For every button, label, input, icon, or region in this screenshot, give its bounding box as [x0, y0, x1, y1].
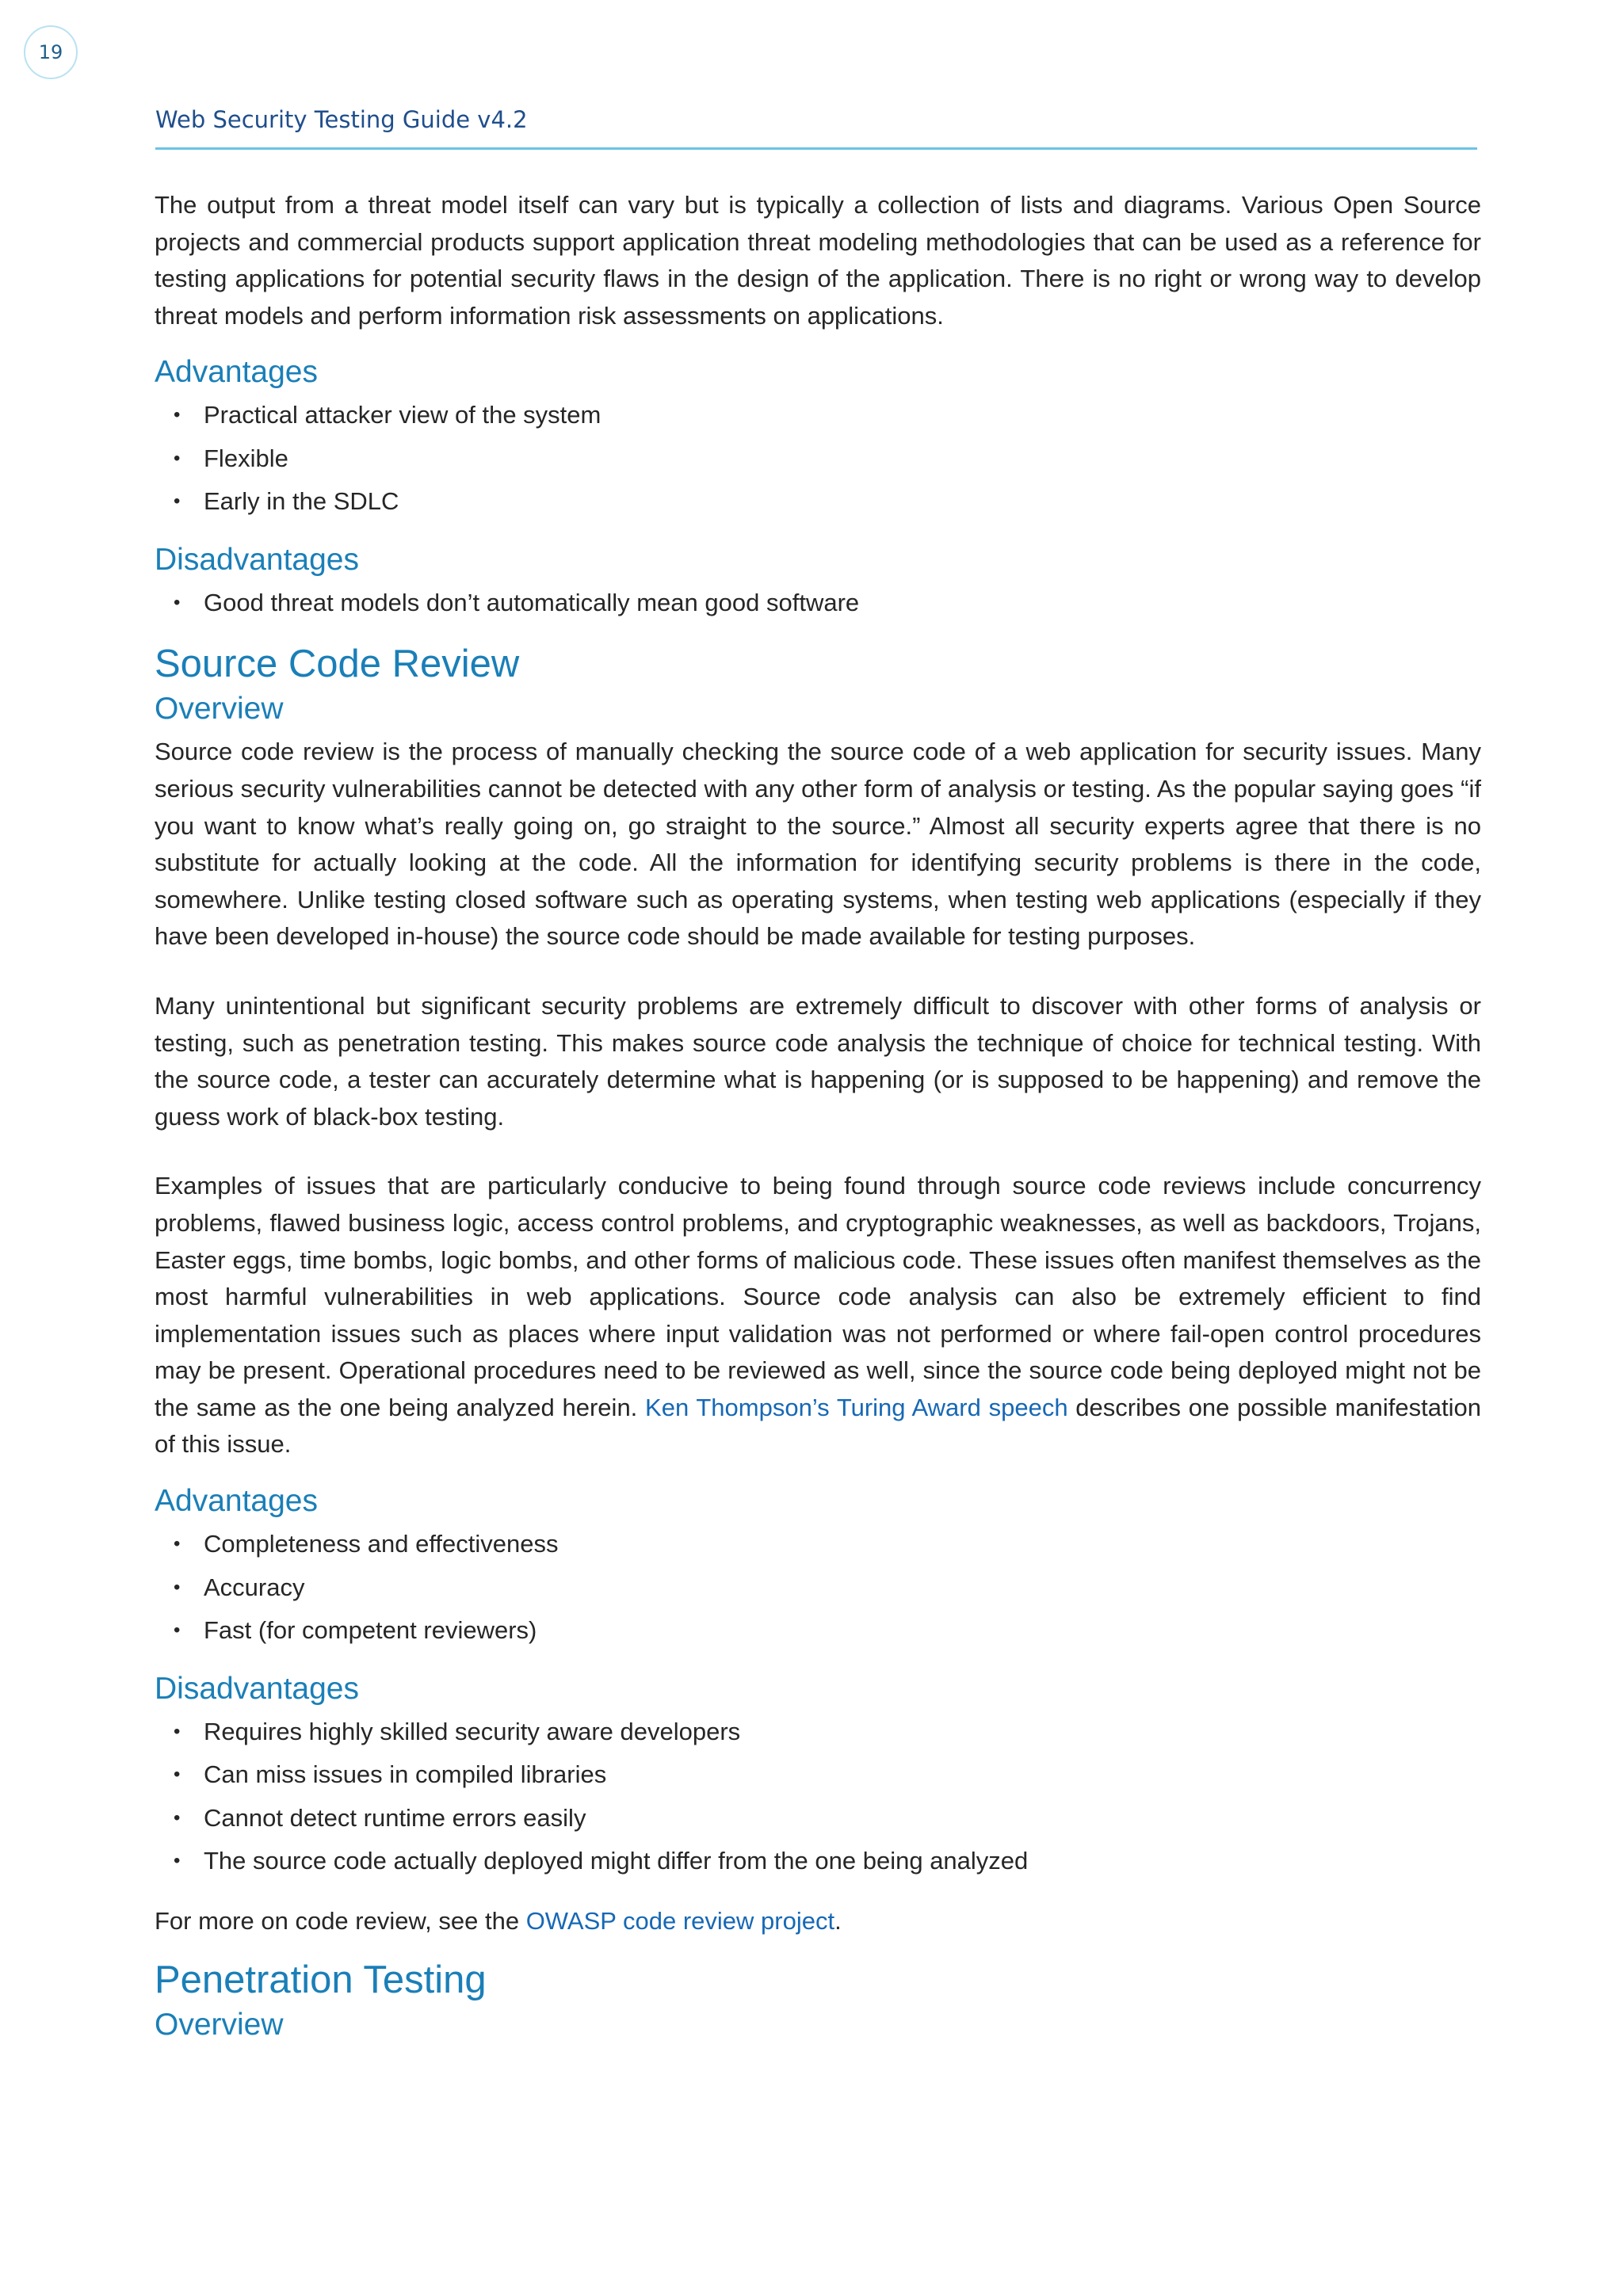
list-item: • Accuracy [155, 1566, 1481, 1610]
bullet-icon: • [174, 591, 181, 613]
list-item: • Cannot detect runtime errors easily [155, 1797, 1481, 1840]
list-item: • Can miss issues in compiled libraries [155, 1753, 1481, 1797]
code-review-more-info: For more on code review, see the OWASP code review project. [155, 1906, 842, 1935]
intro-paragraph: The output from a threat model itself can vary but is typically a collection of lists and diagrams. Various Open Source projects and commercial products support application threat modeling methodologies that can be used as a reference for testing applications for potential security flaws in the design of the application. There is no right or wrong way to develop threat models and perform information risk assessments on applications. [155, 191, 1481, 330]
page-number-badge: 19 [24, 25, 78, 79]
list-item: • Completeness and effectiveness [155, 1523, 1481, 1566]
bullet-icon: • [174, 1806, 181, 1829]
source-code-review-overview-heading: Overview [155, 692, 284, 727]
bullet-icon: • [174, 1533, 181, 1555]
owasp-code-review-project-link[interactable]: OWASP code review project [525, 1906, 835, 1935]
threat-model-advantages-heading: Advantages [155, 355, 318, 390]
list-item: • Early in the SDLC [155, 480, 1481, 524]
threat-model-disadvantages-list [155, 582, 1481, 625]
page-content [155, 187, 1481, 2046]
ken-thompson-speech-link[interactable]: Ken Thompson’s Turing Award speech [645, 1393, 1068, 1421]
running-header-title: Web Security Testing Guide v4.2 [155, 106, 528, 133]
list-item: • Requires highly skilled security aware developers [155, 1711, 1481, 1754]
bullet-icon: • [174, 1576, 181, 1598]
source-code-review-advantages-heading: Advantages [155, 1484, 318, 1519]
source-code-review-paragraph-1: Source code review is the process of manually checking the source code of a web application for security issues. Many serious security vulnerabilities cannot be detected with any other form of analysis or testing. As the popular saying goes “if you want to know what’s really going on, go straight to the source.” Almost all security experts agree that there is no substitute for actually looking at the code. All the information for identifying security problems is there in the code, somewhere. Unlike testing closed software such as operating systems, when testing web applications (especially if they have been developed in-house) the source code should be made available for testing purposes. [155, 738, 1481, 951]
source-code-review-paragraph-3: Examples of issues that are particularly conducive to being found through source code reviews include concurrency problems, flawed business logic, access control problems, and cryptographic weaknesses, as well as backdoors, Trojans, Easter eggs, time bombs, logic bombs, and other forms of malicious code. These issues often manifest themselves as the most harmful vulnerabilities in web applications. Source code analysis can also be extremely efficient to find implementation issues such as places where input validation was not performed or where fail-open control procedures may be present. Operational procedures need to be reviewed as well, since the source code being deployed might not be the same as the one being analyzed herein. Ken Thompson’s Turing Award speech describes one possible manifestation of this issue. [155, 1172, 1481, 1459]
source-code-review-disadvantages-heading: Disadvantages [155, 1671, 359, 1706]
source-code-review-advantages-list [155, 1523, 1481, 1653]
threat-model-disadvantages-heading: Disadvantages [155, 542, 359, 577]
threat-model-advantages-list [155, 394, 1481, 524]
list-item: • Practical attacker view of the system [155, 394, 1481, 437]
list-item: • Fast (for competent reviewers) [155, 1609, 1481, 1653]
source-code-review-paragraph-2: Many unintentional but significant security problems are extremely difficult to discover with other forms of analysis or testing, such as penetration testing. This makes source code analysis the technique of choice for technical testing. With the source code, a tester can accurately determine what is happening (or is supposed to be happening) and remove the guess work of black-box testing. [155, 991, 1481, 1131]
bullet-icon: • [174, 404, 181, 426]
penetration-testing-overview-heading: Overview [155, 2008, 284, 2042]
list-item: • Flexible [155, 437, 1481, 481]
list-item: • Good threat models don’t automatically mean good software [155, 582, 1481, 625]
list-item: • The source code actually deployed might differ from the one being analyzed [155, 1840, 1481, 1883]
section-title-penetration-testing: Penetration Testing [155, 1958, 487, 2002]
bullet-icon: • [174, 1764, 181, 1786]
section-title-source-code-review: Source Code Review [155, 643, 520, 686]
bullet-icon: • [174, 1850, 181, 1872]
header-rule [155, 147, 1477, 150]
bullet-icon: • [174, 447, 181, 469]
bullet-icon: • [174, 1720, 181, 1742]
source-code-review-disadvantages-list [155, 1711, 1481, 1883]
bullet-icon: • [174, 1619, 181, 1642]
bullet-icon: • [174, 490, 181, 513]
